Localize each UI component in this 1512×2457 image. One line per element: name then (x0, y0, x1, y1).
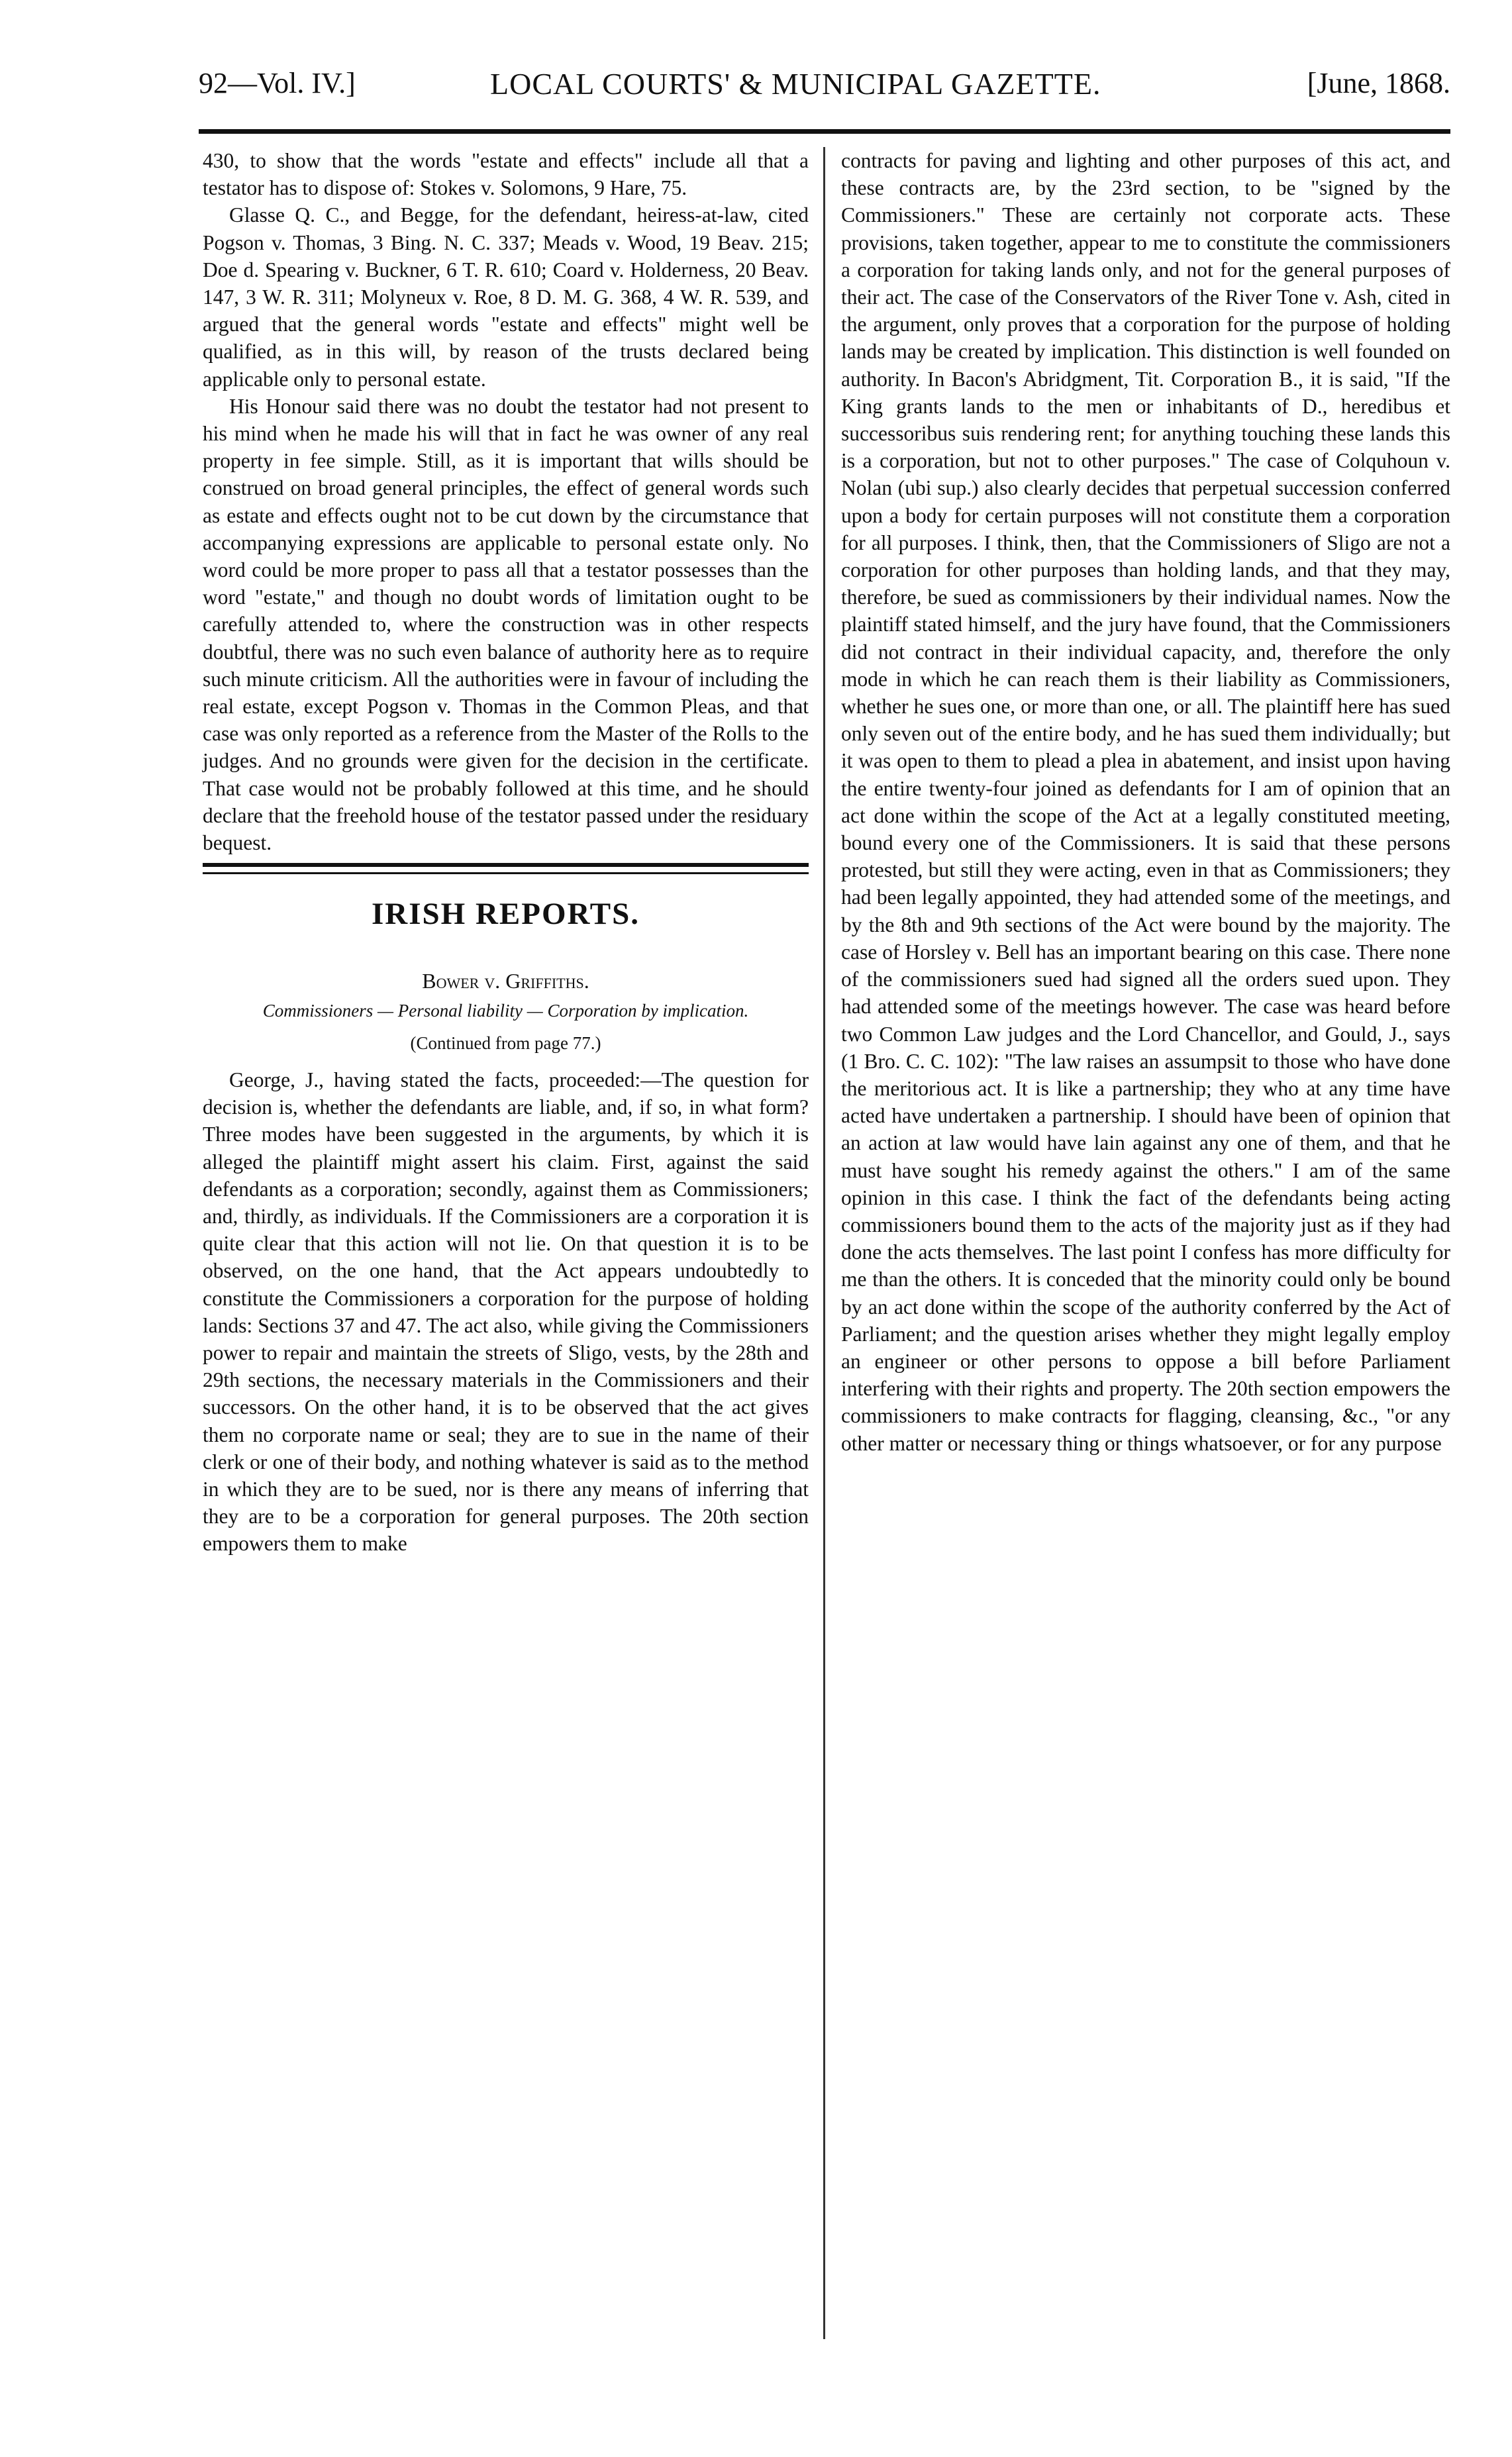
page-volume-label: 92—Vol. IV.] (199, 67, 356, 99)
paragraph: contracts for paving and lighting and other purposes of this act, and these contracts are, by the 23rd section, to be "signed by the Commissioners." These are certainly not corporate acts. These provisions, taken together, appear to me to constitute the commissioners a corporation for taking lands only, and not for the general purposes of their act. The case of the Conservators of the River Tone v. Ash, cited in the argument, only proves that a corporation for the purpose of holding lands may be created by implication. This distinction is well founded on authority. In Bacon's Abridgment, Tit. Corporation B., it is said, "If the King grants lands to the men or inhabitants of D., heredibus et successoribus suis rendering rent; for anything touching these lands this is a corporation, but not to other purposes." The case of Colquhoun v. Nolan (ubi sup.) also clearly decides that perpetual succession conferred upon a body for certain purposes will not constitute them a corporation for all purposes. I think, then, that the Commissioners of Sligo are not a corporation for other purposes than holding lands, and that they may, therefore, be sued as commissioners by their individual names. Now the plaintiff stated himself, and the jury have found, that the Commissioners did not contract in their individual capacity, and, therefore the only mode in which he can reach them is their liability as Commissioners, whether he sues one, or more than one, or all. The plaintiff here has sued only seven out of the entire body, and he has sued them individually; but it was open to them to plead a plea in abatement, and insist upon having the entire twenty-four joined as defendants for I am of opinion that an act done within the scope of the Act at a legally constituted meeting, bound every one of the Commissioners. It is said that these persons protested, but still they were acting, even in that as Commissioners; they had been legally appointed, they had attended some of the meetings, and by the 8th and 9th sections of the Act were bound by the majority. The case of Horsley v. Bell has an important bearing on this case. There none of the commissioners sued had signed all the orders sued upon. They had attended some of the meetings however. The case was heard before two Common Law judges and the Lord Chancellor, and Gould, J., says (1 Bro. C. C. 102): "The law raises an assumpsit to those who have done the meritorious act. It is like a partnership; they who at any time have acted have undertaken a partnership. I should have been of opinion that an action at law would have lain against any one of them, and that he must have sought his remedy against the others." I am of the same opinion in this case. I think the fact of the defendants being acting commissioners bound them to the acts of the majority just as if they had done the acts themselves. The last point I confess has more difficulty for me than the others. It is conceded that the minority could only be bound by an act done within the scope of the authority conferred by the Act of Parliament; and the question arises whether they might legally employ an engineer or other persons to oppose a bill before Parliament interfering with their rights and property. The 20th section empowers the commissioners to make contracts for flagging, cleansing, &c., "or any other matter or necessary thing or things whatsoever, or for any purpose (841, 149, 1450, 1455)
section-title: IRISH REPORTS. (371, 897, 640, 932)
issue-date: [June, 1868. (1307, 67, 1450, 99)
case-title: Bower v. Griffiths. (422, 969, 589, 993)
section-rule (203, 872, 809, 874)
headnote: Commissioners — Personal liability — Corporation by implication. (262, 1000, 749, 1021)
continued-note: (Continued from page 77.) (410, 1032, 601, 1053)
header-rule (199, 129, 1450, 134)
paragraph: Glasse Q. C., and Begge, for the defendant, heiress-at-law, cited Pogson v. Thomas, 3 Bing. N. C. 337; Meads v. Wood, 19 Beav. 215; Doe d. Spearing v. Buckner, 6 T. R. 610; Coard v. Holderness, 20 Beav. 147, 3 W. R. 311; Molyneux v. Roe, 8 D. M. G. 368, 4 W. R. 539, and argued that the general words "estate and effects" might well be qualified, as in this will, by reason of the trusts declared being applicable only to personal estate. (203, 203, 809, 391)
column-divider (823, 147, 825, 2339)
right-column (841, 147, 1450, 1457)
publication-title: LOCAL COURTS' & MUNICIPAL GAZETTE. (490, 67, 1101, 101)
page-header (199, 66, 1450, 119)
paragraph: His Honour said there was no doubt the testator had not present to his mind when he made his will that in fact he was owner of any real property in fee simple. Still, as it is important that wills should be construed on broad general principles, the effect of general words such as estate and effects ought not to be cut down by the circumstance that accompanying expressions are applicable to personal estate only. No word could be more proper to pass all that a testator possesses than the word "estate," and though no doubt words of limitation ought to be carefully attended to, where the construction was in other respects doubtful, there was no such even balance of authority here as to require such minute criticism. All the authorities were in favour of including the real estate, except Pogson v. Thomas in the Common Pleas, and that case was only reported as a reference from the Master of the Rolls to the judges. And no grounds were given for the decision in the certificate. That case would not be probably followed at this time, and he should declare that the freehold house of the testator passed under the residuary bequest. (203, 394, 809, 855)
paragraph: George, J., having stated the facts, proceeded:—The question for decision is, whether the defendants are liable, and, if so, in what form? Three modes have been suggested in the arguments, by which it is alleged the plaintiff might assert his claim. First, against the said defendants as a corporation; secondly, against them as Commissioners; and, thirdly, as individuals. If the Commissioners are a corporation it is quite clear that this action will not lie. On that question it is to be observed, on the one hand, that the Act appears undoubtedly to constitute the Commissioners a corporation for the purpose of holding lands: Sections 37 and 47. The act also, while giving the Commissioners power to repair and maintain the streets of Sligo, vests, by the 28th and 29th sections, the necessary materials in the Commissioners and their successors. On the other hand, it is to be observed that the act gives them no corporate name or seal; they are to sue in the name of their clerk or one of their body, and nothing whatever is said as to the method in which they are to be sued, nor is there any means of inferring that they are to be a corporation for general purposes. The 20th section empowers them to make (203, 1068, 809, 1556)
paragraph: 430, to show that the words "estate and effects" include all that a testator has to dispose of: Stokes v. Solomons, 9 Hare, 75. (203, 149, 809, 200)
section-rule (203, 863, 809, 867)
left-column (203, 147, 809, 1558)
